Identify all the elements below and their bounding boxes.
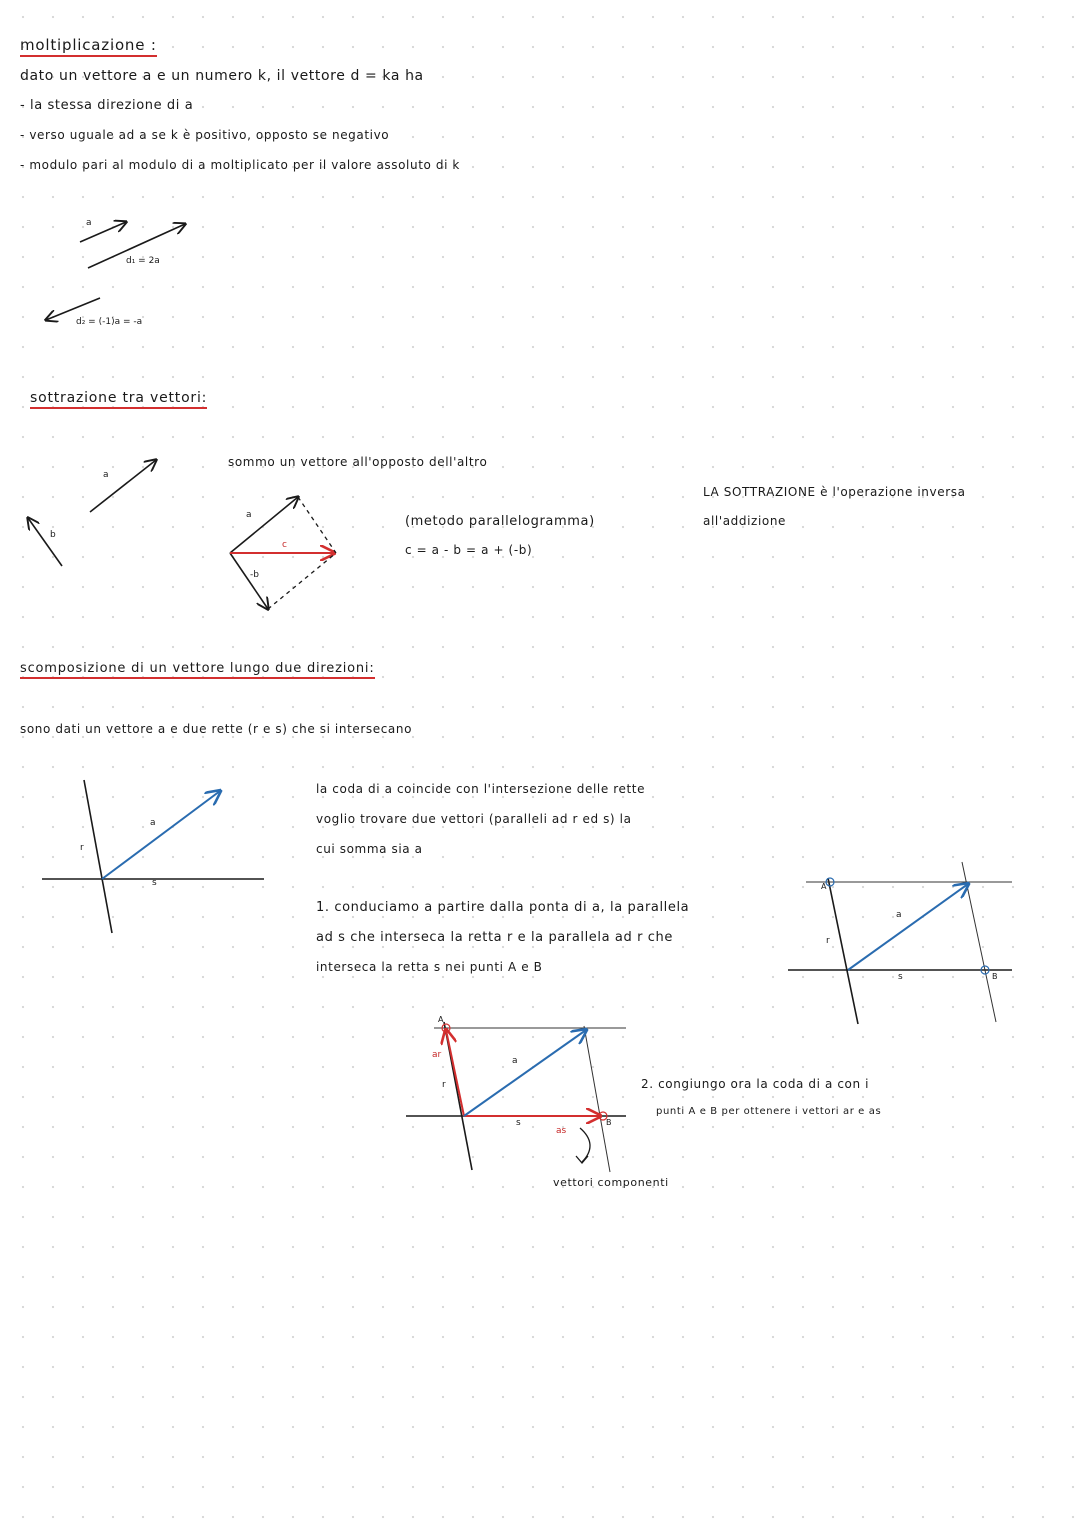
decomposition-p2: voglio trovare due vettori (paralleli ad r ed s) la [316, 812, 632, 826]
section-title-multiplication: moltiplicazione : [20, 36, 157, 57]
decomposition-diagram-3 [404, 1012, 644, 1192]
components-arrow [580, 1128, 590, 1162]
label-a-dec1: a [150, 818, 156, 828]
vector-a-sub [90, 460, 156, 512]
multiplication-diagram [30, 210, 230, 330]
label-A-2: A [821, 882, 827, 891]
step2-line2: punti A e B per ottenere i vettori ar e as [656, 1106, 882, 1117]
label-r-3: r [442, 1080, 446, 1090]
dashed-parallel-1 [298, 497, 336, 553]
decomposition-diagram-1 [40, 775, 280, 935]
label-b-sub: b [50, 530, 56, 540]
decomposition-intro: sono dati un vettore a e due rette (r e s) che si intersecano [20, 722, 413, 736]
section-title-decomposition: scomposizione di un vettore lungo due direzioni: [20, 661, 375, 679]
label-a-dec3: a [512, 1056, 518, 1066]
subtraction-note-line2: all'addizione [703, 514, 787, 528]
vector-a-dec1 [102, 791, 220, 879]
mult-bullet-modulus: - modulo pari al modulo di a moltiplicato per il valore assoluto di k [20, 158, 460, 172]
label-d1: d₁ = 2a [126, 256, 160, 266]
subtraction-sum-text: sommo un vettore all'opposto dell'altro [228, 455, 488, 469]
step2-line1: 2. congiungo ora la coda di a con i [641, 1077, 870, 1091]
components-label: vettori componenti [553, 1176, 669, 1189]
label-ar: ar [432, 1050, 442, 1060]
label-as: as [556, 1126, 567, 1136]
subtraction-note-line1: LA SOTTRAZIONE è l'operazione inversa [703, 485, 966, 499]
vector-ar [446, 1030, 464, 1116]
label-r-2: r [826, 936, 830, 946]
vector-b-sub [28, 518, 62, 566]
decomposition-p3: cui somma sia a [316, 842, 423, 856]
line-r-1 [84, 780, 112, 933]
label-c: c [282, 540, 287, 550]
mult-bullet-verse: - verso uguale ad a se k è positivo, opposto se negativo [20, 128, 390, 142]
label-A-3: A [438, 1015, 444, 1024]
label-a-para: a [246, 510, 252, 520]
subtraction-method: (metodo parallelogramma) [405, 514, 595, 529]
section-title-subtraction: sottrazione tra vettori: [30, 390, 207, 409]
label-s-3: s [516, 1118, 521, 1128]
label-B-2: B [992, 972, 998, 981]
line-r-2 [828, 878, 858, 1024]
step1-line2: ad s che interseca la retta r e la parallela ad r che [316, 930, 673, 945]
parallel-to-r-3 [584, 1026, 610, 1172]
label-B-3: B [606, 1118, 612, 1127]
subtraction-formula: c = a - b = a + (-b) [405, 543, 533, 557]
parallelogram-diagram [220, 485, 360, 625]
mult-intro: dato un vettore a e un numero k, il vettore d = ka ha [20, 68, 424, 84]
vector-a-para [230, 497, 298, 553]
step1-line1: 1. conduciamo a partire dalla ponta di a, la parallela [316, 900, 690, 915]
label-d2: d₂ = (-1)a = -a [76, 317, 143, 327]
vector-a-dec3 [464, 1030, 586, 1116]
label-a-dec2: a [896, 910, 902, 920]
label-a-mult: a [86, 218, 92, 228]
label-r-1: r [80, 843, 84, 853]
subtraction-vectors [20, 450, 200, 570]
parallel-to-r [962, 862, 996, 1022]
vector-minus-b [230, 553, 268, 609]
label-s-2: s [898, 972, 903, 982]
mult-bullet-direction: - la stessa direzione di a [20, 98, 194, 113]
label-s-1: s [152, 878, 157, 888]
vector-a-dec2 [848, 884, 968, 970]
label-minus-b: -b [250, 570, 259, 580]
dashed-parallel-2 [268, 553, 336, 609]
label-a-sub: a [103, 470, 109, 480]
decomposition-p1: la coda di a coincide con l'intersezione delle rette [316, 782, 646, 796]
step1-line3: interseca la retta s nei punti A e B [316, 960, 543, 974]
